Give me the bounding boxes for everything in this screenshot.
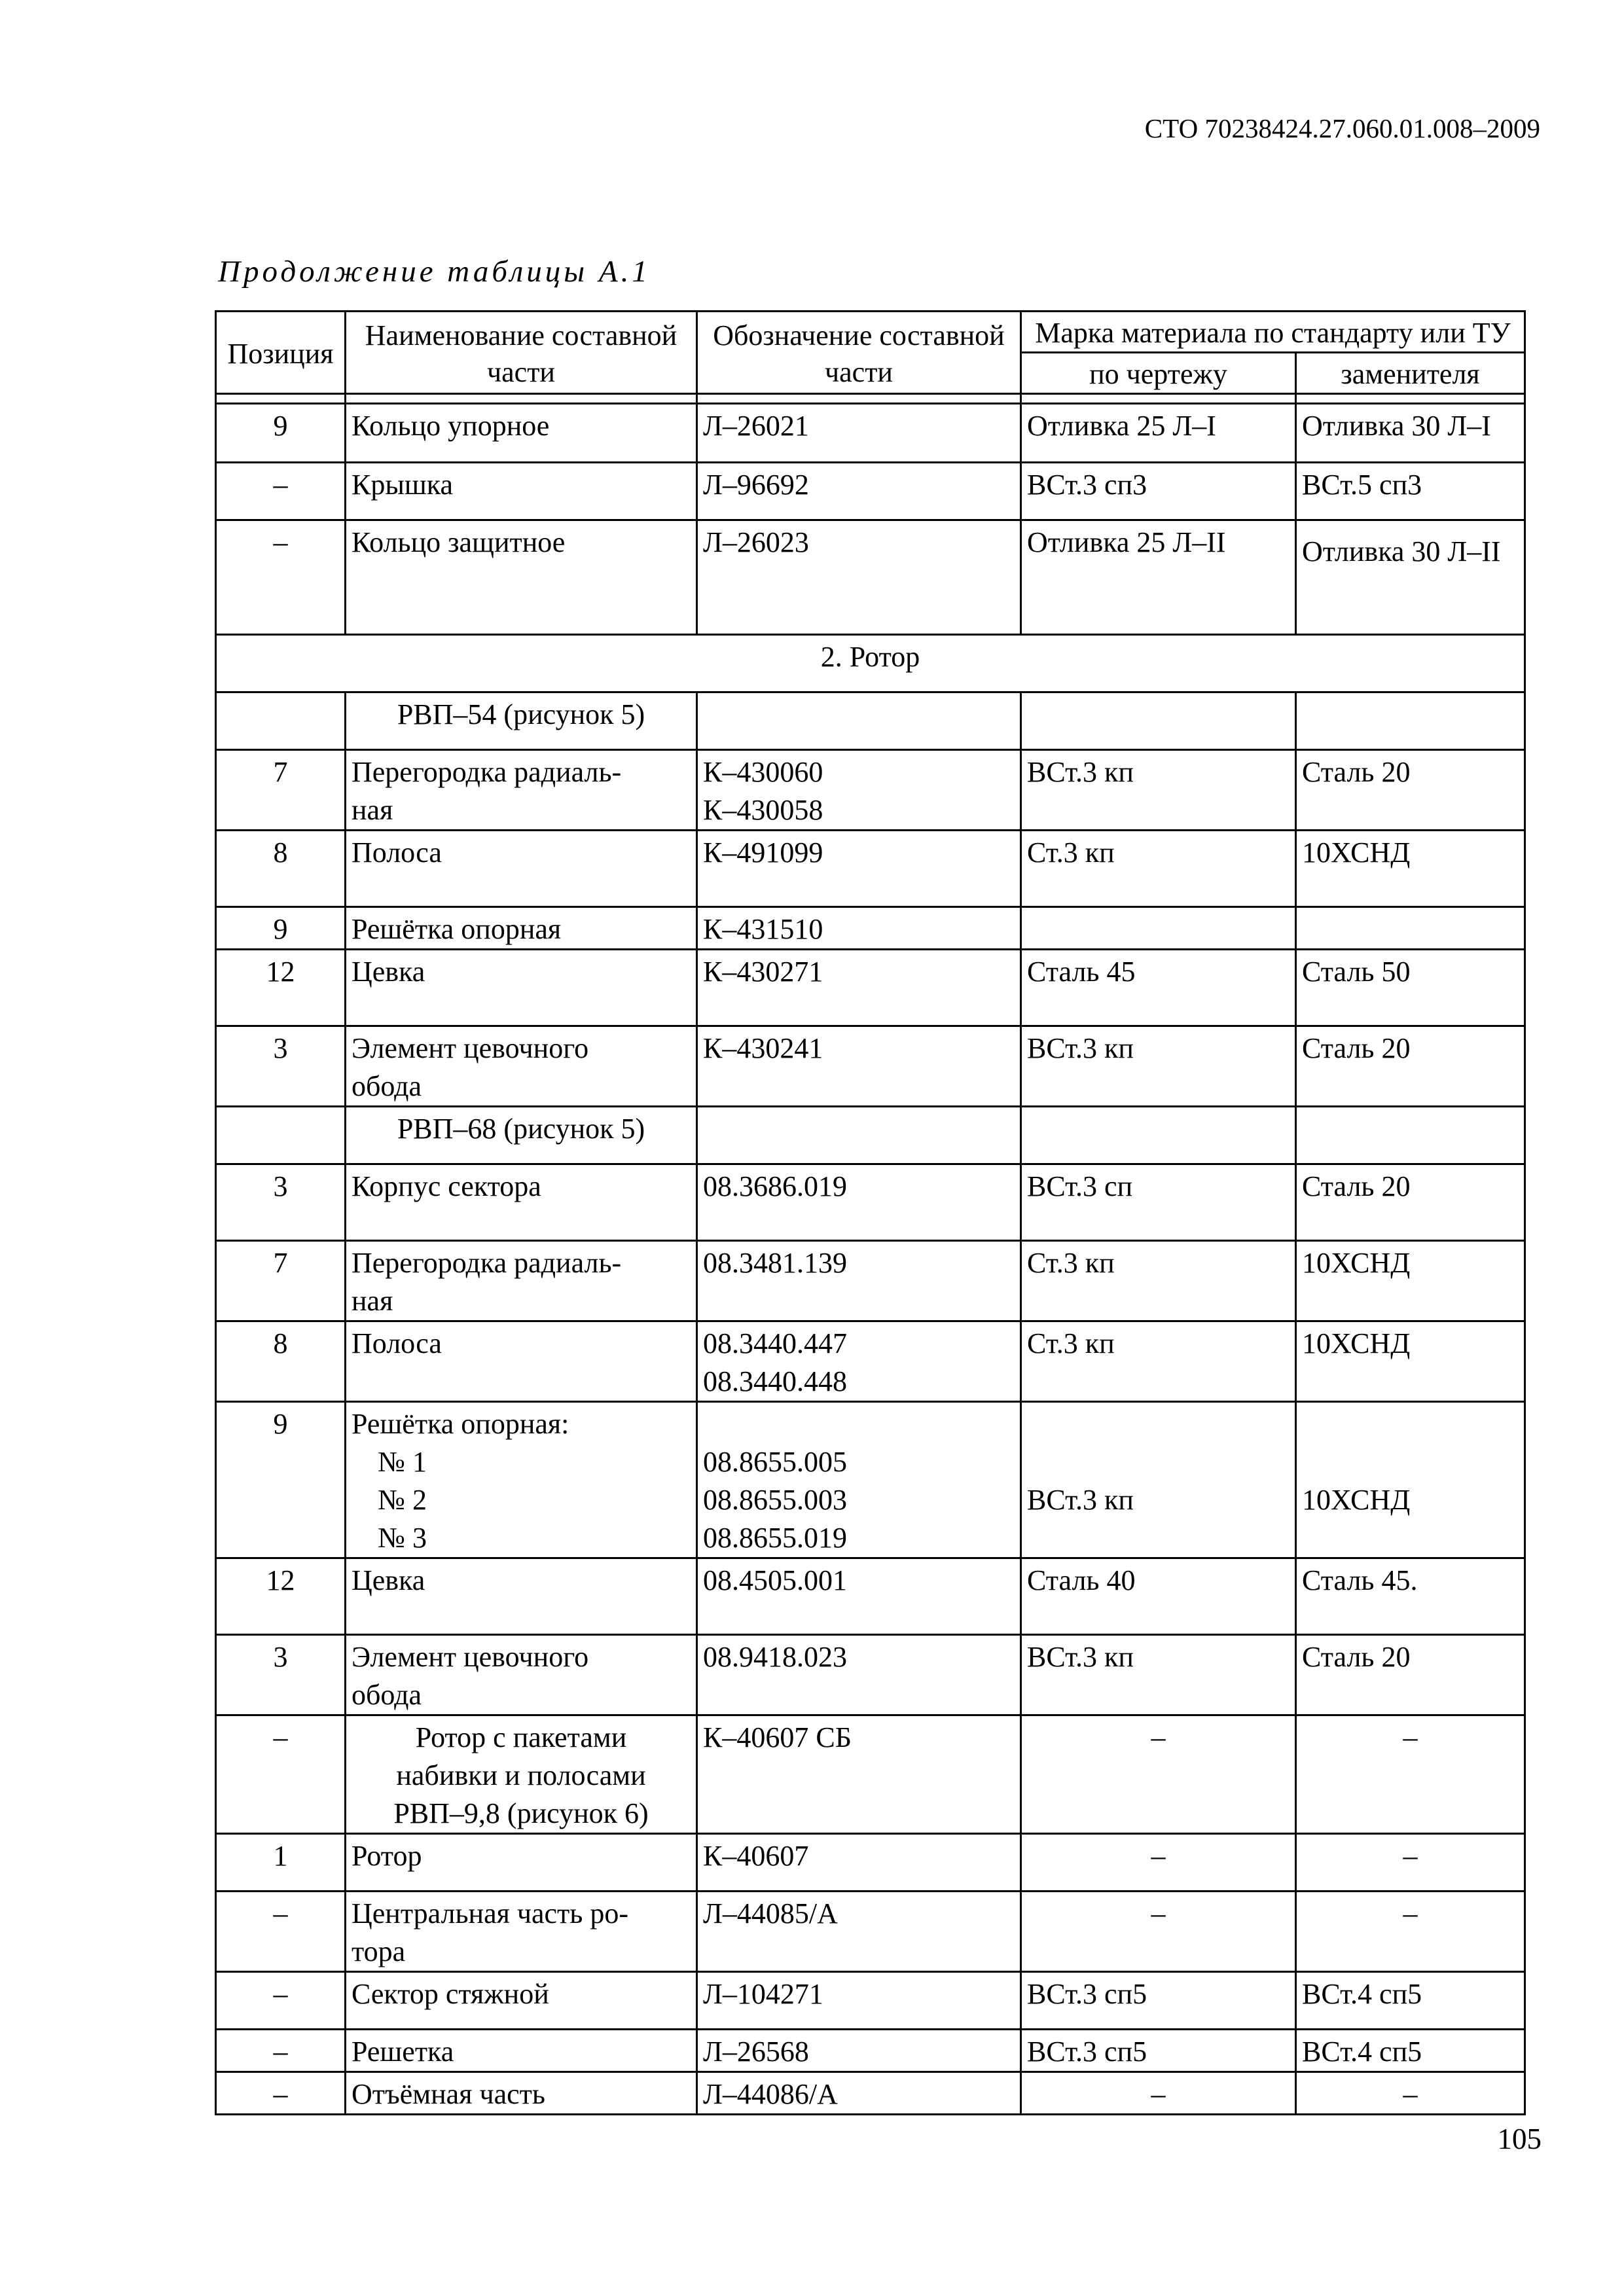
table-row bbox=[216, 907, 1525, 950]
cell-designation: 08.3481.139 bbox=[697, 1241, 1021, 1321]
cell-position: 7 bbox=[216, 750, 346, 831]
table-row bbox=[216, 1715, 1525, 1834]
cell-designation: 08.9418.023 bbox=[697, 1635, 1021, 1715]
cell-substitute: 10ХСНД bbox=[1296, 1241, 1525, 1321]
cell-position bbox=[216, 1107, 346, 1164]
table-row bbox=[216, 1321, 1525, 1402]
header-material: Марка материала по стандарту или ТУ bbox=[1021, 312, 1525, 353]
cell-name: Перегородка радиаль- ная bbox=[346, 750, 697, 831]
table-row bbox=[216, 1972, 1525, 2030]
cell-designation: К–491099 bbox=[697, 831, 1021, 907]
table-row bbox=[216, 2030, 1525, 2072]
cell-position: – bbox=[216, 520, 346, 635]
cell-substitute: Сталь 50 bbox=[1296, 950, 1525, 1026]
cell-material bbox=[1021, 1107, 1296, 1164]
cell-material: – bbox=[1021, 1892, 1296, 1972]
cell-position: 1 bbox=[216, 1834, 346, 1892]
cell-substitute: Сталь 20 bbox=[1296, 1164, 1525, 1241]
cell-substitute: Сталь 20 bbox=[1296, 750, 1525, 831]
table-row bbox=[216, 404, 1525, 463]
cell-material: – bbox=[1021, 2072, 1296, 2115]
cell-name: Ротор bbox=[346, 1834, 697, 1892]
cell-substitute: ВСт.5 сп3 bbox=[1296, 463, 1525, 520]
cell-designation: 08.4505.001 bbox=[697, 1558, 1021, 1635]
cell-position: – bbox=[216, 1972, 346, 2030]
cell-material: ВСт.3 кп bbox=[1021, 1635, 1296, 1715]
cell-substitute: Сталь 45. bbox=[1296, 1558, 1525, 1635]
table-row bbox=[216, 1402, 1525, 1558]
cell-position: 9 bbox=[216, 907, 346, 950]
cell-name: Сектор стяжной bbox=[346, 1972, 697, 2030]
cell-name: Цевка bbox=[346, 950, 697, 1026]
group-title: Ротор с пакетами набивки и полосами РВП–9,8 (рисунок 6) bbox=[346, 1715, 697, 1834]
cell-substitute: 10ХСНД bbox=[1296, 1402, 1525, 1558]
cell-position: – bbox=[216, 2072, 346, 2115]
cell-name: Кольцо защитное bbox=[346, 520, 697, 635]
cell-position: 7 bbox=[216, 1241, 346, 1321]
cell-designation: К–430271 bbox=[697, 950, 1021, 1026]
page-number: 105 bbox=[1497, 2123, 1542, 2155]
cell-name: Полоса bbox=[346, 1321, 697, 1402]
cell-position: 3 bbox=[216, 1635, 346, 1715]
table-row bbox=[216, 1164, 1525, 1241]
parts-table bbox=[215, 310, 1526, 2115]
cell-substitute: ВСт.4 сп5 bbox=[1296, 2030, 1525, 2072]
cell-material bbox=[1021, 907, 1296, 950]
cell-material bbox=[1021, 692, 1296, 750]
cell-position bbox=[216, 692, 346, 750]
cell-position: 9 bbox=[216, 404, 346, 463]
cell-name: Элемент цевочного обода bbox=[346, 1635, 697, 1715]
cell-substitute: ВСт.4 сп5 bbox=[1296, 1972, 1525, 2030]
cell-designation: К–40607 СБ bbox=[697, 1715, 1021, 1834]
header-designation: Обозначение составной части bbox=[697, 312, 1021, 394]
cell-material: Ст.3 кп bbox=[1021, 1241, 1296, 1321]
table-caption: Продолжение таблицы А.1 bbox=[218, 255, 651, 289]
cell-designation: Л–26023 bbox=[697, 520, 1021, 635]
cell-position: 8 bbox=[216, 831, 346, 907]
cell-name: Перегородка радиаль- ная bbox=[346, 1241, 697, 1321]
cell-designation: Л–104271 bbox=[697, 1972, 1021, 2030]
cell-designation: К–40607 bbox=[697, 1834, 1021, 1892]
cell-name: Полоса bbox=[346, 831, 697, 907]
cell-material: ВСт.3 сп bbox=[1021, 1164, 1296, 1241]
cell-substitute: 10ХСНД bbox=[1296, 1321, 1525, 1402]
cell-position: 9 bbox=[216, 1402, 346, 1558]
header-substitute: заменителя bbox=[1296, 353, 1525, 394]
table-row bbox=[216, 1558, 1525, 1635]
cell-position: 3 bbox=[216, 1164, 346, 1241]
cell-name: Решетка bbox=[346, 2030, 697, 2072]
cell-designation: Л–44085/А bbox=[697, 1892, 1021, 1972]
cell-designation: Л–26021 bbox=[697, 404, 1021, 463]
cell-substitute: – bbox=[1296, 1834, 1525, 1892]
cell-material: ВСт.3 кп bbox=[1021, 1026, 1296, 1107]
cell-name: Элемент цевочного обода bbox=[346, 1026, 697, 1107]
table-row bbox=[216, 1241, 1525, 1321]
table-row bbox=[216, 750, 1525, 831]
cell-name: Кольцо упорное bbox=[346, 404, 697, 463]
cell-material: Сталь 45 bbox=[1021, 950, 1296, 1026]
cell-name: Центральная часть ро- тора bbox=[346, 1892, 697, 1972]
header-name: Наименование составной части bbox=[346, 312, 697, 394]
cell-name: Крышка bbox=[346, 463, 697, 520]
header-by-drawing: по чертежу bbox=[1021, 353, 1296, 394]
cell-name: Цевка bbox=[346, 1558, 697, 1635]
cell-designation: Л–44086/А bbox=[697, 2072, 1021, 2115]
header-position: Позиция bbox=[216, 312, 346, 394]
cell-name: Отъёмная часть bbox=[346, 2072, 697, 2115]
cell-position: – bbox=[216, 2030, 346, 2072]
cell-name: Решётка опорная bbox=[346, 907, 697, 950]
group-title: РВП–54 (рисунок 5) bbox=[346, 692, 697, 750]
cell-position: – bbox=[216, 1892, 346, 1972]
cell-material: Отливка 25 Л–I bbox=[1021, 404, 1296, 463]
cell-substitute bbox=[1296, 692, 1525, 750]
cell-position: 3 bbox=[216, 1026, 346, 1107]
cell-designation: Л–96692 bbox=[697, 463, 1021, 520]
cell-designation: 08.8655.005 08.8655.003 08.8655.019 bbox=[697, 1402, 1021, 1558]
group-title-row bbox=[216, 692, 1525, 750]
cell-material: Ст.3 кп bbox=[1021, 831, 1296, 907]
cell-material: – bbox=[1021, 1715, 1296, 1834]
cell-material: Сталь 40 bbox=[1021, 1558, 1296, 1635]
table-row bbox=[216, 2072, 1525, 2115]
table-row bbox=[216, 520, 1525, 635]
cell-designation: Л–26568 bbox=[697, 2030, 1021, 2072]
cell-substitute: – bbox=[1296, 2072, 1525, 2115]
cell-position: 12 bbox=[216, 1558, 346, 1635]
cell-substitute: Сталь 20 bbox=[1296, 1635, 1525, 1715]
cell-material: – bbox=[1021, 1834, 1296, 1892]
section-title: 2. Ротор bbox=[216, 635, 1525, 692]
cell-designation bbox=[697, 692, 1021, 750]
cell-designation: К–430060 К–430058 bbox=[697, 750, 1021, 831]
cell-substitute bbox=[1296, 907, 1525, 950]
cell-substitute: Отливка 30 Л–I bbox=[1296, 404, 1525, 463]
group-title: РВП–68 (рисунок 5) bbox=[346, 1107, 697, 1164]
cell-designation: К–430241 bbox=[697, 1026, 1021, 1107]
cell-designation: 08.3440.447 08.3440.448 bbox=[697, 1321, 1021, 1402]
section-row bbox=[216, 635, 1525, 692]
cell-designation: К–431510 bbox=[697, 907, 1021, 950]
table-row bbox=[216, 463, 1525, 520]
group-title-row bbox=[216, 1107, 1525, 1164]
cell-designation bbox=[697, 1107, 1021, 1164]
cell-material: ВСт.3 кп bbox=[1021, 750, 1296, 831]
cell-substitute: – bbox=[1296, 1892, 1525, 1972]
cell-name: Решётка опорная: № 1 № 2 № 3 bbox=[346, 1402, 697, 1558]
cell-position: 8 bbox=[216, 1321, 346, 1402]
cell-substitute: 10ХСНД bbox=[1296, 831, 1525, 907]
cell-material: ВСт.3 кп bbox=[1021, 1402, 1296, 1558]
table-row bbox=[216, 1026, 1525, 1107]
table-row bbox=[216, 831, 1525, 907]
cell-material: Ст.3 кп bbox=[1021, 1321, 1296, 1402]
cell-substitute: Сталь 20 bbox=[1296, 1026, 1525, 1107]
cell-material: Отливка 25 Л–II bbox=[1021, 520, 1296, 635]
cell-material: ВСт.3 сп5 bbox=[1021, 2030, 1296, 2072]
cell-position: 12 bbox=[216, 950, 346, 1026]
cell-designation: 08.3686.019 bbox=[697, 1164, 1021, 1241]
cell-position: – bbox=[216, 1715, 346, 1834]
cell-substitute: Отливка 30 Л–II bbox=[1296, 520, 1525, 635]
table-row bbox=[216, 1892, 1525, 1972]
cell-position: – bbox=[216, 463, 346, 520]
cell-material: ВСт.3 сп5 bbox=[1021, 1972, 1296, 2030]
cell-name: Корпус сектора bbox=[346, 1164, 697, 1241]
document-code: СТО 70238424.27.060.01.008–2009 bbox=[1144, 113, 1540, 143]
table-row bbox=[216, 1834, 1525, 1892]
table-row bbox=[216, 1635, 1525, 1715]
cell-substitute: – bbox=[1296, 1715, 1525, 1834]
cell-material: ВСт.3 сп3 bbox=[1021, 463, 1296, 520]
table-row bbox=[216, 950, 1525, 1026]
cell-substitute bbox=[1296, 1107, 1525, 1164]
